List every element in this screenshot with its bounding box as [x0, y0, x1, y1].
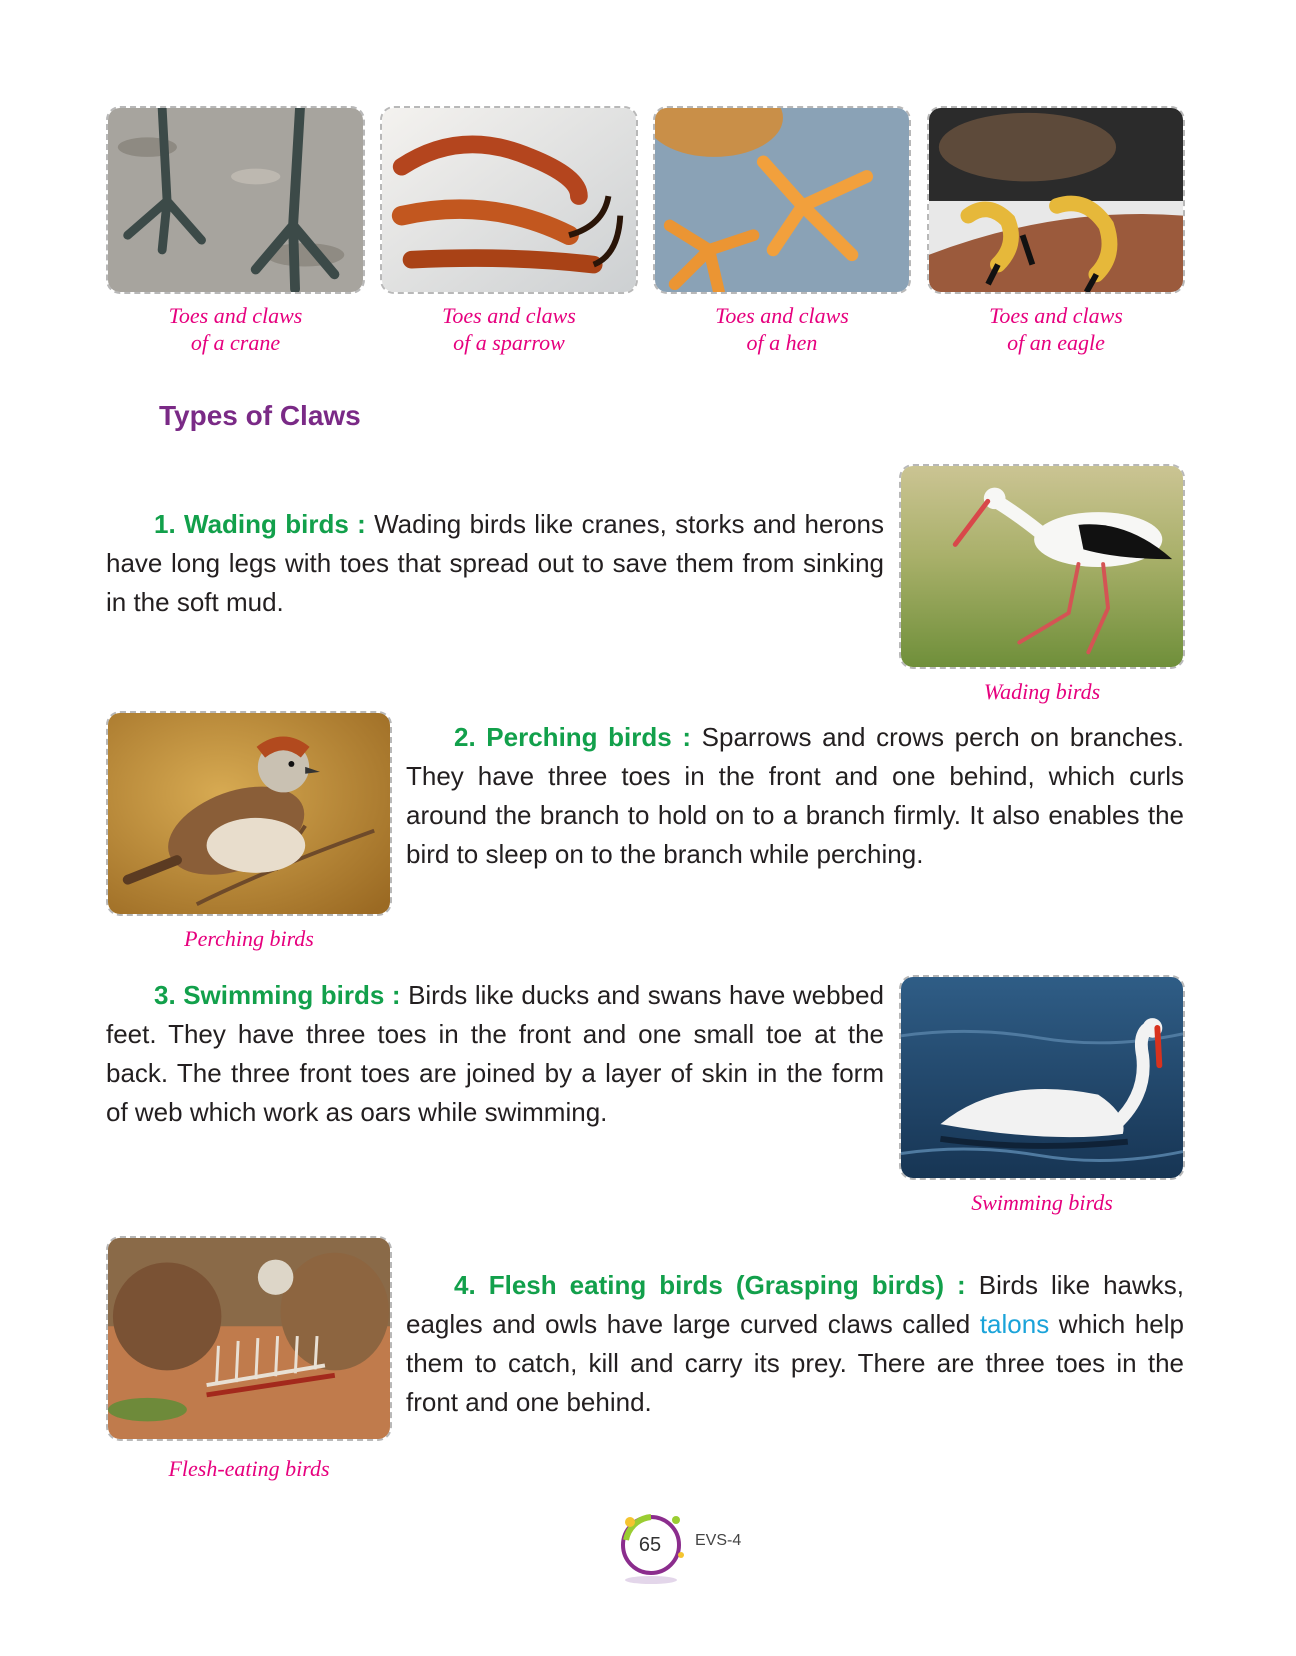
- text-flesh-eating-1: Birds like hawks, eagles and owls have large curved claws called: [406, 1270, 1185, 1339]
- photo-vultures: [106, 1236, 392, 1441]
- text-flesh-eating-2: which help them to catch, kill and carry its prey. There are three toes in the front and one behind.: [406, 1309, 1185, 1417]
- lead-perching: 2. Perching birds :: [454, 722, 692, 752]
- photo-swan: [899, 975, 1185, 1180]
- paragraph-swimming: [106, 976, 884, 1132]
- caption-crane: [106, 302, 365, 356]
- photo-hen-feet: [653, 106, 911, 294]
- page-number: 65: [638, 1534, 662, 1556]
- text-wading: Wading birds like cranes, storks and herons have long legs with toes that spread out to save them from sinking in the soft mud.: [106, 509, 885, 617]
- lead-wading: 1. Wading birds :: [154, 509, 366, 539]
- book-code: EVS-4: [695, 1532, 742, 1549]
- caption-eagle: [927, 302, 1185, 356]
- photo-eagle-feet: [927, 106, 1185, 294]
- caption-line: Toes and claws: [989, 303, 1123, 328]
- caption-perching-birds: Perching birds: [184, 926, 314, 951]
- paragraph-perching: [406, 718, 1184, 874]
- text-swimming: Birds like ducks and swans have webbed feet. They have three toes in the front and one small toe at the back. The three front toes are joined by a layer of skin in the form of web which work as oars while swimming.: [106, 980, 884, 1127]
- photo-crane-feet: [106, 106, 365, 294]
- caption-wading-birds: Wading birds: [983, 679, 1101, 704]
- paragraph-flesh-eating: [406, 1266, 1184, 1422]
- caption-line: of an eagle: [1007, 330, 1105, 355]
- text-perching: Sparrows and crows perch on branches. They have three toes in the front and one behind, which curls around the branch to hold on to a branch firmly. It also enables the bird to sleep on to the branch while perching.: [406, 722, 1184, 869]
- caption-line: Toes and claws: [442, 303, 576, 328]
- caption-line: Toes and claws: [168, 303, 303, 328]
- lead-swimming: 3. Swimming birds :: [154, 980, 401, 1010]
- caption-swimming-birds: Swimming birds: [971, 1190, 1113, 1215]
- caption-line: of a hen: [746, 330, 818, 355]
- caption-sparrow: [380, 302, 638, 356]
- lead-flesh-eating: 4. Flesh eating birds (Grasping birds) :: [454, 1270, 966, 1300]
- photo-stork: [899, 464, 1185, 669]
- caption-line: of a crane: [190, 330, 281, 355]
- caption-line: Toes and claws: [715, 303, 849, 328]
- talons-highlight: talons: [979, 1309, 1050, 1339]
- caption-line: of a sparrow: [453, 330, 565, 355]
- caption-flesh-eating-birds: Flesh-eating birds: [168, 1456, 330, 1481]
- photo-sparrow-feet: [380, 106, 638, 294]
- paragraph-wading: [106, 505, 884, 622]
- section-heading: Types of Claws: [159, 400, 361, 431]
- caption-hen: [653, 302, 911, 356]
- photo-sparrow: [106, 711, 392, 916]
